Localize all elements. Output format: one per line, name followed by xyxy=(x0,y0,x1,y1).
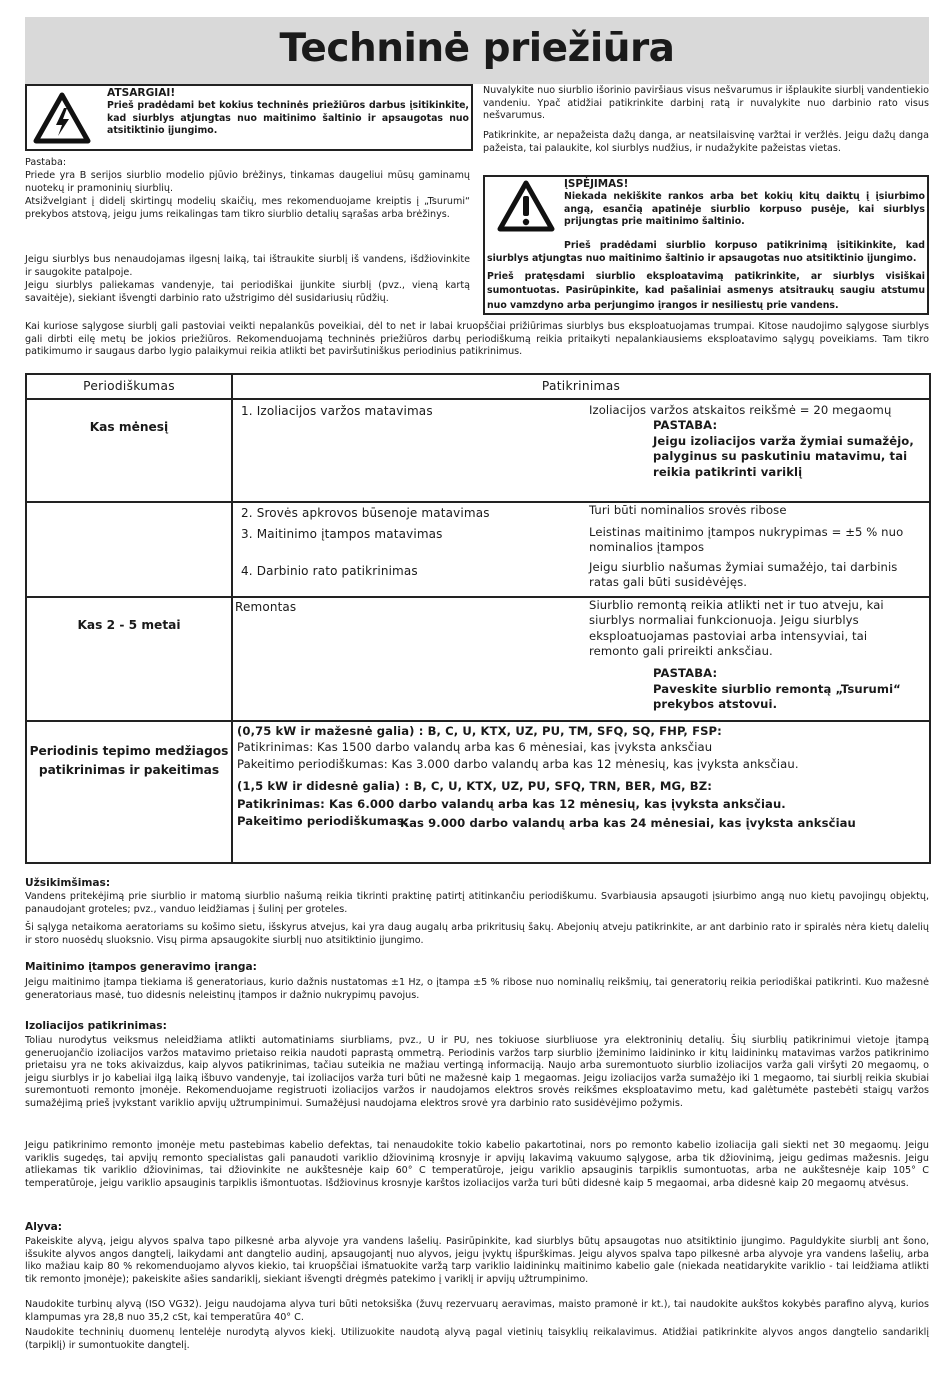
warning-box xyxy=(483,175,929,315)
note-paragraph: Jeigu siurblys paliekamas vandenyje, tai periodiškai įjunkite siurblį (pvz., vieną kartą savaitėje), siekiant išvengti darbinio rato užstrigimo dėl susidariusių rūdžių. xyxy=(25,280,470,304)
check-result: Izoliacijos varžos atskaitos reikšmė = 20 megaomų xyxy=(589,403,892,417)
warning-text: Prieš pradėdami siurblio korpuso patikrinimą įsitikinkite, kad siurblys atjungtas nuo maitinimo šaltinio ir apsaugotas nuo atsitiktinio įjungimo. xyxy=(487,240,925,264)
oil-change-interval: Kas 9.000 darbo valandų arba kas 24 mėnesiai, kas įvyksta anksčiau xyxy=(400,816,856,830)
section-paragraph: Toliau nurodytus veiksmus neleidžiama atlikti automatiniams siurbliams, pvz., U ir PU, nes tokiuose siurbliuose yra elektroninių detalių. Šių siurblių patikrinimui vietoje įtampą generuojančio izoliacijos varžos matavimo prietaiso reikia naudoti paprastą ommetrą. Periodinis varžos tarp siurblio įžeminimo laidininko ir kitų laidininkų matavimas varžos patikrinimo prietaisu yra ne toks akivaizdus, kaip alyvos patikrinimas, tačiau suteikia ne mažiau vertingą informaciją. Naujo arba suremontuoto siurblio izoliacijos varža gali viršyti 20 megaomų, o jeigu siurblys ir jo kabeliai ilgą laiką išbuvo vandenyje, tai izoliacijos varža turi būti ne mažesnė kaip 1 megaomas. Jeigu izoliacijos varža sumažėjo iki 1 megaomo, tai siurblį reikia skubiai suremontuoti remonto įmonėje. Rekomenduojame registruoti izoliacijos varžos ir naudojamos elektros srovės reikšmes eksploatavimo metu, kad galėtumėte pastebėti staigų varžos sumažėjimą prieš įvykstant variklio apvijų užtrumpinimui. Sumažėjusi naudojama elektros srovė yra darbinio rato susidėvėjimo požymis. xyxy=(25,1035,929,1109)
note-label: PASTABA: xyxy=(653,418,718,432)
high-voltage-warning-icon xyxy=(33,92,91,144)
cleaning-paragraph: Nuvalykite nuo siurblio išorinio paviršiaus visus nešvarumus ir išplaukite siurblį vandentiekio vandeniu. Ypač atidžiai patikrinkite darbinį ratą ir nuvalykite nuo darbinio rato visus nešvarumus. xyxy=(483,85,929,122)
caution-box xyxy=(25,84,473,151)
column-header-period: Periodiškumas xyxy=(83,379,175,393)
note-text: Jeigu izoliacijos varža žymiai sumažėjo, palyginus su paskutiniu matavimu, tai reikia patikrinti variklį xyxy=(653,434,914,479)
caution-heading: ATSARGIAI! xyxy=(107,87,176,99)
table-header-row xyxy=(26,374,930,399)
check-item: 1. Izoliacijos varžos matavimas xyxy=(241,404,433,418)
table-row xyxy=(26,502,930,597)
oil-change-label: Pakeitimo periodiškumas: xyxy=(237,814,409,828)
section-paragraph: Naudokite turbinų alyvą (ISO VG32). Jeigu naudojama alyva turi būti netoksiška (žuvų rezervuarų aeravimas, maisto pramonė ir kt.), tai naudokite aukštos kokybės parafino alyvą, kurios klampumas yra 28,8 nuo 35,2 cSt, kai temperatūra 40° C. xyxy=(25,1299,929,1323)
oil-check-interval: Patikrinimas: Kas 1500 darbo valandų arba kas 6 mėnesiai, kas įvyksta anksčiau xyxy=(237,740,713,754)
note-label: PASTABA: xyxy=(653,666,718,680)
check-item: Remontas xyxy=(235,600,297,614)
table-row xyxy=(26,399,930,502)
check-item: 2. Srovės apkrovos būsenoje matavimas xyxy=(241,506,490,520)
section-paragraph: Ši sąlyga netaikoma aeratoriams su košimo sietu, išskyrus atvejus, kai yra daug augalų arba prikritusių šakų. Abejonių atveju patikrinkite, ar ant darbinio rato ir spiralės nėra kietų dalelių ir storo nuosėdų sluoksnio. Visų pirma apsaugokite siurblį nuo atsitiktinio įjungimo. xyxy=(25,922,929,946)
maintenance-table xyxy=(25,373,931,864)
page-title: Techninė priežiūra xyxy=(279,26,675,71)
note-label: Pastaba: xyxy=(25,157,67,168)
section-title-clogging: Užsikimšimas: xyxy=(25,877,111,889)
check-result: Jeigu siurblio našumas žymiai sumažėjo, tai darbinis ratas gali būti susidėvėjęs. xyxy=(589,560,898,590)
period-years: Kas 2 - 5 metai xyxy=(77,618,181,632)
table-row xyxy=(26,597,930,721)
section-paragraph: Jeigu patikrinimo remonto įmonėje metu pastebimas kabelio defektas, tai nenaudokite tokio kabelio pakartotinai, nors po remonto kabelio izoliacija gali siekti net 30 megaomų. Jeigu variklis sugedęs, tai apvijų remonto specialistas gali panaudoti variklio džiovinimą krosnyje ir apvijų lakavimą vakuumo sąlygose, arba tik džiovinimą, jeigu gedimas mažesnis. Jeigu atliekamas tik variklio džiovinimas, tai džiovinkite ne aukštesnėje kaip 60° C temperatūroje, jeigu variklio apsauginis tarpiklis sumontuotas, arba ne aukštesnėje kaip 105° C temperatūroje, jeigu variklio apsauginis tarpiklis išmontuotas. Išdžiovinus krosnyje karštos izoliacijos varža turi būti didesnė kaip 5 megaomai, arba didesnė kaip 20 megaomų atvėsus. xyxy=(25,1140,929,1189)
section-paragraph: Jeigu maitinimo įtampa tiekiama iš generatoriaus, kurio dažnis nustatomas ±1 Hz, o įtampa ±5 % ribose nuo nominalių reikšmių, tai generatorių reikia periodiškai patikrinti. Kuo mažesnė generatoriaus masė, tuo didesnis neleistinų įtampos ir dažnio nukrypimų pavojus. xyxy=(25,977,929,1001)
section-title-oil: Alyva: xyxy=(25,1221,63,1233)
section-paragraph: Pakeiskite alyvą, jeigu alyvos spalva tapo pilkesnė arba alyvoje yra vandens lašelių. Pasirūpinkite, kad siurblys būtų apsaugotas nuo atsitiktinio įjungimo. Paguldykite siurblį ant šono, išsukite alyvos angos dangtelį, laikydami ant dangtelio audinį, apsaugojantį nuo alyvos, jeigu įvyktų išpurškimas. Jeigu alyvos spalva tapo pilkesnė arba alyvoje yra vandens lašelių, arba liko mažiau kaip 80 % rekomenduojamo alyvos kiekio, tai kruopščiai išmatuokite varžą tarp variklio laidininkų maitinimo kabelio gale (niekada neatidarykite variklio - tai leidžiama atlikti tik remonto įmonėje); pakeiskite ašies sandariklį, siekiant išvengti drėgmės patekimo į variklį ir apvijų užtrumpinimo. xyxy=(25,1236,929,1285)
warning-text: Prieš pratęsdami siurblio eksploatavimą patikrinkite, ar siurblys visiškai sumontuotas. Pasirūpinkite, kad pašaliniai asmenys atsitraukų saugiu atstumu nuo vamzdyno arba perjungimo įrangos ir nesiliestų prie vandens. xyxy=(487,271,925,311)
caution-text: Prieš pradėdami bet kokius techninės priežiūros darbus įsitikinkite, kad siurblys atjungtas nuo maitinimo šaltinio ir apsaugotas nuo atsitiktinio įjungimo. xyxy=(107,100,469,137)
column-header-check: Patikrinimas xyxy=(541,379,621,393)
note-paragraph: Priede yra B serijos siurblio modelio pjūvio brėžinys, tinkamas daugeliui mūsų gaminamų nuotekų ir pramoninių siurblių. xyxy=(25,170,470,194)
note-paragraph: Jeigu siurblys bus nenaudojamas ilgesnį laiką, tai ištraukite siurblį iš vandens, išdžiovinkite ir saugokite patalpoje. xyxy=(25,254,470,278)
note-text: Paveskite siurblio remontą „Tsurumi“ prekybos atstovui. xyxy=(653,682,901,712)
check-item: 4. Darbinio rato patikrinimas xyxy=(241,564,418,578)
period-monthly: Kas mėnesį xyxy=(89,420,169,434)
check-result: Leistinas maitinimo įtampos nukrypimas = ±5 % nuo nominalios įtampos xyxy=(589,525,904,555)
paint-check-paragraph: Patikrinkite, ar nepažeista dažų danga, ar neatsilaisvinę varžtai ir veržlės. Jeigu dažų danga pažeista, tai palaukite, kol siurblys nudžius, ir nudažykite pažeistas vietas. xyxy=(483,130,929,154)
section-title-generator: Maitinimo įtampos generavimo įranga: xyxy=(25,961,257,973)
period-oil: Periodinis tepimo medžiagos patikrinimas ir pakeitimas xyxy=(29,744,229,777)
check-result: Siurblio remontą reikia atlikti net ir tuo atveju, kai siurblys normaliai funkcionuoja. Jeigu siurblys eksploatuojamas pastoviai arba intensyviai, tai remonto gali prireikti anksčiau. xyxy=(589,598,884,658)
check-item: 3. Maitinimo įtampos matavimas xyxy=(241,527,443,541)
section-paragraph: Naudokite techninių duomenų lentelėje nurodytą alyvos kiekį. Utilizuokite naudotą alyvą pagal vietinių taisyklių reikalavimus. Atidžiai patikrinkite alyvos angos dangtelio sandariklį (tarpiklį) ir sumontuokite dangtelį. xyxy=(25,1327,929,1351)
oil-group-heading: (0,75 kW ir mažesnė galia) : B, C, U, KTX, UZ, PU, TM, SFQ, SQ, FHP, FSP: xyxy=(237,724,722,738)
intro-paragraph: Kai kuriose sąlygose siurblį gali pastoviai veikti nepalankūs poveikiai, dėl to net ir labai kruopščiai prižiūrimas siurblys bus eksploatuojamas trumpai. Kitose naudojimo sąlygose siurblys gali dirbti eilę metų be jokios priežiūros. Rekomenduojamą techninės priežiūros darbų periodiškumą reikia pritaikyti nepalankiausiems eksploatavimo sąlygų poveikiams. Tam tikro patikimumo ir saugaus darbo lygio palaikymui reikia atlikti bet paviršutiniškus periodinius patikrinimus. xyxy=(25,321,929,358)
check-result: Turi būti nominalios srovės ribose xyxy=(589,503,787,517)
note-paragraph: Atsižvelgiant į didelį skirtingų modelių skaičių, mes rekomenduojame kreiptis į „Tsurumi“ prekybos atstovą, jeigu jums reikalingas tam tikro siurblio detalių sąrašas arba brėžinys. xyxy=(25,196,470,220)
oil-change-interval: Pakeitimo periodiškumas: Kas 3.000 darbo valandų arba kas 12 mėnesių, kas įvyksta anksčiau. xyxy=(237,757,799,771)
exclamation-warning-icon xyxy=(497,180,555,232)
warning-text: Niekada nekiškite rankos arba bet kokių kitų daiktų į įsiurbimo angą, esančią apatinėje siurblio korpuso pusėje, kai siurblys prijungtas prie maitinimo šaltinio. xyxy=(564,191,925,228)
section-paragraph: Vandens pritekėjimą prie siurblio ir matomą siurblio našumą reikia tikrinti praktinę patirtį atitinkančiu periodiškumu. Svarbiausia apsaugoti įsiurbimo angą nuo kietų pavojingų objektų, panaudojant groteles; pvz., vanduo leidžiamas į šulinį per groteles. xyxy=(25,891,929,915)
warning-heading: ĮSPĖJIMAS! xyxy=(564,178,629,190)
table-row xyxy=(26,721,930,863)
section-title-insulation: Izoliacijos patikrinimas: xyxy=(25,1020,167,1032)
oil-check-interval: Patikrinimas: Kas 6.000 darbo valandų arba kas 12 mėnesių, kas įvyksta anksčiau. xyxy=(237,797,786,811)
oil-group-heading: (1,5 kW ir didesnė galia) : B, C, U, KTX, UZ, PU, SFQ, TRN, BER, MG, BZ: xyxy=(237,779,712,793)
